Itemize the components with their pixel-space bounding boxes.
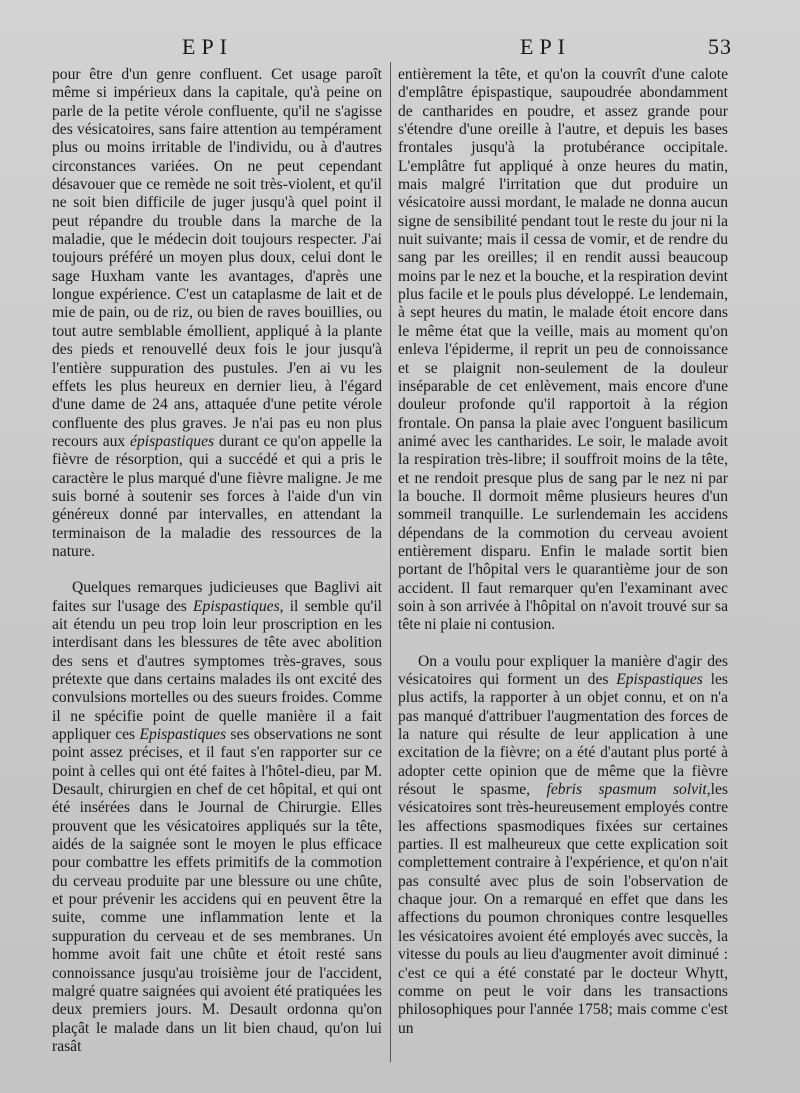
left-p1-tail: durant ce qu'on appelle la fièvre de résorption, qui a succédé et qui a pris le caractère le plus marqué d'une fièvre maligne. Je me suis borné à soutenir ses forces à l'aide d'un vin généreux donné par intervalles, en attendant la terminaison de la maladie des ressources de la nature. — [52, 432, 383, 560]
right-column — [398, 66, 728, 1038]
right-paragraph-1: entièrement la tête, et qu'on la couvrît d'une calote d'emplâtre épispastique, saupoudrée abondamment de cantharides en poudre, et assez grande pour s'étendre d'une oreille à l'autre, et depuis les bases frontales jusqu'à la protubérance occipitale. L'emplâtre fut appliqué à onze heures du matin, mais malgré l'irritation que dut produire un vésicatoire aussi mordant, le malade ne donna aucun signe de sensibilité pendant tout le reste du jour ni la nuit suivante; mais il cessa de vomir, et de rendre du sang par les oreilles; il en rendit aussi beaucoup moins par le nez et la bouche, et la respiration devint plus facile et le pouls plus développé. Le lendemain, à sept heures du matin, le malade étoit encore dans le même état que la veille, mais au moment qu'on enleva l'épiderme, il reprit un peu de connoissance et se plaignit non-seulement de la douleur inséparable de cet enlèvement, mais encore d'une douleur profonde qu'il rapportoit à la région frontale. On pansa la plaie avec l'onguent basilicum animé avec les cantharides. Le soir, le malade avoit la respiration très-libre; il souffroit moins de la tête, et ne rendoit presque plus de sang par le nez ni par la bouche. Il dormoit même plusieurs heures d'un sommeil tranquille. Le surlendemain les accidens dépendans de la commotion du cerveau avoient entièrement disparu. Enfin le malade sortit bien portant de l'hôpital vers le quarantième jour de son accident. Il faut remarquer qu'en l'examinant avec soin à son arrivée à l'hôpital on n'avoit trouvé sur sa tête ni plaie ni contusion. — [398, 66, 728, 634]
left-column — [52, 66, 382, 1056]
left-paragraph-1 — [52, 66, 382, 561]
left-p2-b: , il semble qu'il ait étendu un peu trop loin leur proscription en les interdisant dans les blessures de tête avec abolition des sens et d'autres symptomes très-graves, sous prétexte que dans certains malades ils ont excité des convulsions mortelles ou des sueurs froides. Comme il ne spécifie point de quelle manière il a fait appliquer ces — [52, 597, 382, 744]
right-p2-a: On a voulu pour expliquer la manière d'agir des vésicatoires qui forment un des — [398, 652, 728, 688]
right-p2-italic-2: febris spasmum solvit, — [546, 781, 711, 799]
left-p2-c: ses observations ne sont point assez précises, et il faut s'en rapporter sur ce point à celles qui ont été faites à l'hôtel-dieu, par M. Desault, chirurgien en chef de cet hôpital, et qui ont été insérées dans le Journal de Chirurgie. Elles prouvent que les vésicatoires appliqués sur la tête, aidés de la saignée sont le moyen le plus efficace pour combattre les effets primitifs de la commotion du cerveau produite par une blessure ou une chûte, et pour prévenir les accidens qui en peuvent être la suite, comme une inflammation lente et la suppuration du cerveau et de ses membranes. Un homme avoit fait une chûte et étoit resté sans connoissance jusqu'au troisième jour de l'accident, malgré quatre saignées qui avoient été pratiquées les deux premiers jours. M. Desault ordonna qu'on plaçât le malade dans un lit bien chaud, qu'on lui rasât — [52, 726, 382, 1055]
right-p2-italic-1: Epispastiques — [616, 671, 703, 688]
left-paragraph-2 — [52, 579, 382, 1056]
left-p2-a: Quelques remarques judicieuses que Baglivi ait faites sur l'usage des — [52, 579, 382, 615]
right-p2-b: les plus actifs, la rapporter à un objet connu, et on n'a pas manqué d'attribuer l'augmentation des forces de la nature qui résulte de leur application à une excitation de la fièvre; on a été d'autant plus porté à adopter cette opinion que de même que la fièvre résout le spasme, — [398, 671, 728, 799]
left-running-title: EPI — [182, 34, 233, 59]
right-running-title: EPI — [520, 34, 571, 59]
column-divider — [390, 62, 391, 1062]
left-p2-italic-2: Epispastiques — [139, 726, 227, 744]
right-paragraph-2 — [398, 653, 728, 1038]
left-p1-text: pour être d'un genre confluent. Cet usage paroît même si impérieux dans la capitale, qu'à peine on parle de la petite vérole confluente, qu'il ne s'agisse des vésicatoires, sans faire attention au tempérament plus ou moins irritable de l'individu, ou à d'autres circonstances variées. On ne peut cependant désavouer que ce remède ne soit très-violent, et qu'il ne soit bien difficile de juger jusqu'à quel point il peut répandre du trouble dans la marche de la maladie, que le médecin doit toujours respecter. J'ai toujours préféré un moyen plus doux, celui dont le sage Huxham vante les avantages, d'après une longue expérience. C'est un cataplasme de lait et de mie de pain, ou de riz, ou bien de raves bouillies, ou tout autre semblable émollient, appliqué à la plante des pieds et renouvellé deux fois le jour jusqu'à l'entière suppuration des pustules. J'en ai vu les effets les plus heureux en dernier lieu, à l'égard d'une dame de 24 ans, attaquée d'une petite vérole confluente des plus graves. Je n'ai pas eu non plus recours aux — [52, 66, 382, 450]
running-head — [0, 34, 800, 64]
right-p2-c: les vésicatoires sont très-heureusement employés contre les affections spasmodiques fixées sur certaines parties. Il est malheureux que cette explication soit complettement contraire à l'expérience, et qu'on n'ait pas consulté avec plus de soin l'observation de chaque jour. On a remarqué en effet que dans les affections du poumon chroniques contre lesquelles les vésicatoires avoient été employés avec succès, la vitesse du pouls au lieu d'augmenter avoit diminué : c'est ce qui a été constaté par le docteur Whytt, comme on peut le voir dans les transactions philosophiques pour l'année 1758; mais comme c'est un — [398, 781, 728, 1037]
left-p1-italic: épispastiques — [130, 432, 215, 450]
left-p2-italic-1: Epispastiques — [193, 597, 280, 615]
page-number: 53 — [708, 34, 732, 59]
